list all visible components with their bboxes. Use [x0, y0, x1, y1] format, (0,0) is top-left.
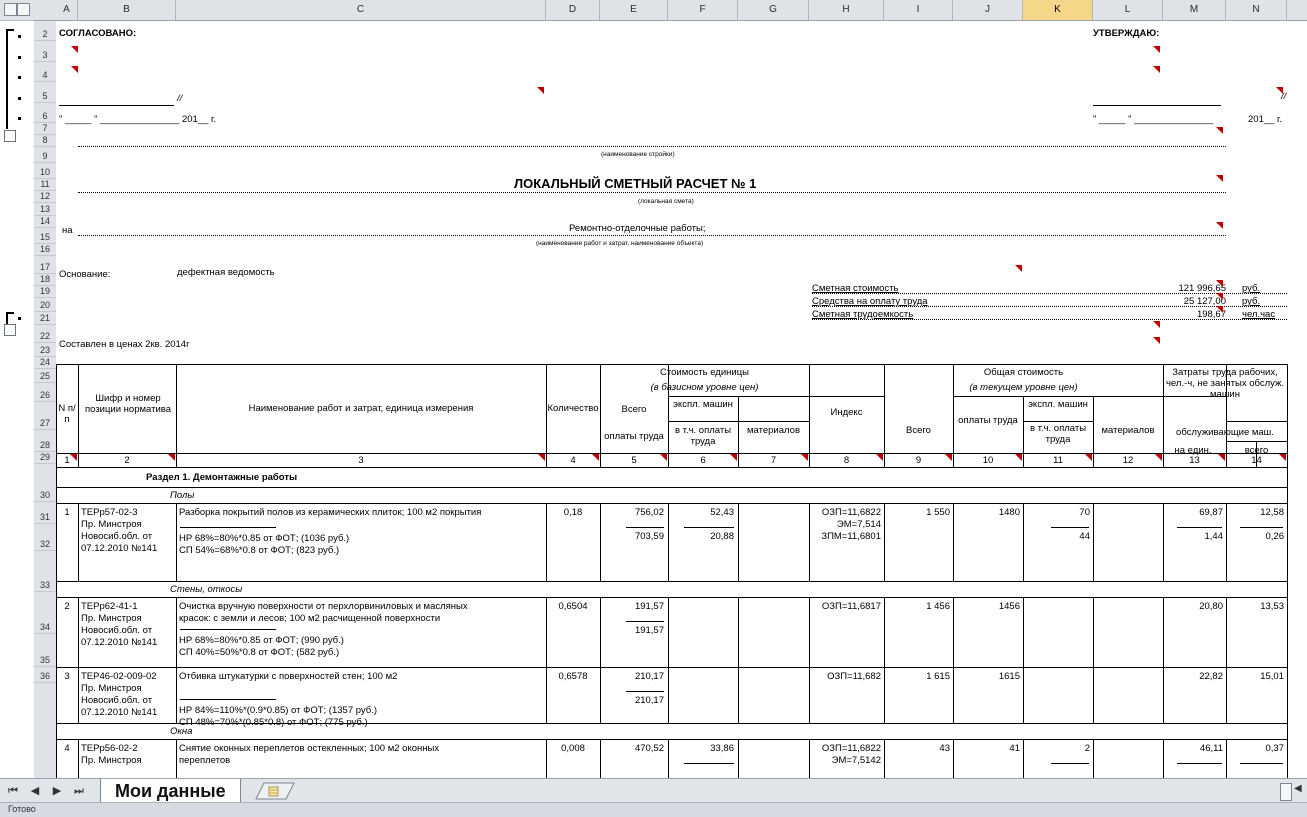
- item-overhead: НР 84%=110%*(0.9*0.85) от ФОТ; (1357 руб.): [179, 705, 378, 716]
- item-name-line: Снятие оконных переплетов остекленных; 100 м2 оконных: [179, 743, 440, 754]
- group-bottom: [56, 597, 1287, 598]
- item-unit-total: 191,57: [634, 601, 664, 612]
- item-code-line: Пр. Минстроя: [81, 755, 142, 766]
- item-fraction-line: [1177, 763, 1222, 764]
- row-header-bar: [34, 21, 57, 778]
- estimate-table: [56, 21, 1307, 778]
- column-number-13: 13: [1189, 455, 1200, 466]
- item-index-line: ОЗП=11,6822: [821, 507, 881, 518]
- header-incl: в т.ч. оплаты труда: [674, 425, 732, 447]
- outline-level-bar: [0, 0, 34, 21]
- item-labor-total: 12,58: [1260, 507, 1284, 518]
- item-unit-machines: 52,43: [710, 507, 734, 518]
- comment-marker: [945, 454, 952, 461]
- column-number-1: 1: [64, 455, 70, 466]
- item-labor-per-unit: 22,82: [1199, 671, 1223, 682]
- column-number-10: 10: [982, 455, 994, 466]
- item-fraction-line: [684, 763, 734, 764]
- item-number: 2: [64, 601, 70, 612]
- item-name-underline: [180, 629, 276, 630]
- item-labor-current: 41: [1009, 743, 1020, 754]
- row-header-15[interactable]: 15: [34, 228, 56, 244]
- first-sheet-icon[interactable]: ⏮: [8, 785, 18, 797]
- header-service: обслуживающие маш.: [1176, 427, 1274, 438]
- column-number-12: 12: [1122, 455, 1134, 466]
- column-header-e[interactable]: E: [600, 0, 668, 20]
- table-vline: [738, 503, 739, 581]
- item-fraction-line: [626, 527, 664, 528]
- table-vline: [809, 739, 810, 778]
- item-unit-machine-labor: 20,88: [710, 531, 734, 542]
- date-right-year: 201__ г.: [1248, 114, 1283, 125]
- item-code-line: ТЕРр56-02-2: [81, 743, 138, 754]
- header-materials-current: материалов: [1101, 425, 1155, 436]
- comment-marker: [168, 454, 175, 461]
- item-index-line: ОЗП=11,6817: [821, 601, 881, 612]
- horizontal-scroll-handle[interactable]: [1280, 783, 1292, 801]
- item-qty: 0,18: [563, 507, 583, 518]
- table-vline: [56, 467, 57, 778]
- works-name: Ремонтно-отделочные работы;: [569, 223, 706, 234]
- item-index-line: ЗПМ=11,6801: [821, 531, 881, 542]
- item-number: 1: [64, 507, 70, 518]
- table-vline: [1023, 597, 1024, 667]
- table-vline: [78, 364, 79, 467]
- row-header-18[interactable]: 18: [34, 274, 56, 286]
- header-n: N п/п: [58, 403, 76, 425]
- summary-value: 25 127,00: [1183, 296, 1226, 307]
- table-vline: [738, 739, 739, 778]
- estimate-subtitle: (локальная смета): [638, 198, 694, 205]
- column-header-f[interactable]: F: [668, 0, 738, 20]
- item-bottom: [56, 581, 1287, 582]
- row-header-6[interactable]: 6: [34, 103, 56, 123]
- header-qty: Количество: [547, 403, 599, 414]
- item-total-current: 1 615: [926, 671, 950, 682]
- comment-marker: [1218, 454, 1225, 461]
- outline-bracket: [6, 312, 8, 324]
- item-fraction-line: [1177, 527, 1222, 528]
- comment-marker: [70, 454, 77, 461]
- header-current-level: (в текущем уровне цен): [969, 382, 1078, 393]
- table-vline: [738, 667, 739, 723]
- comment-marker: [730, 454, 737, 461]
- table-vline: [78, 667, 79, 723]
- item-code-line: Новосиб.обл. от: [81, 531, 153, 542]
- summary-unit: руб.: [1242, 296, 1261, 307]
- row-header-23[interactable]: 23: [34, 343, 56, 357]
- number-row-bottom: [56, 467, 1287, 468]
- item-labor-current: 1615: [998, 671, 1020, 682]
- basis-label: Основание:: [59, 269, 111, 280]
- item-name-underline: [180, 699, 276, 700]
- header-per-unit: на един.: [1174, 445, 1212, 456]
- row-header-25[interactable]: 25: [34, 369, 56, 383]
- item-code-line: Новосиб.обл. от: [81, 695, 153, 706]
- item-machines-current: 2: [1084, 743, 1090, 754]
- item-fraction-line: [1051, 527, 1089, 528]
- item-total-current: 1 456: [926, 601, 950, 612]
- row-header-3[interactable]: 3: [34, 41, 56, 62]
- next-sheet-icon[interactable]: ▶: [52, 785, 62, 797]
- item-profit: СП 54%=68%*0.8 от ФОТ; (823 руб.): [179, 545, 340, 556]
- table-vline: [1287, 364, 1288, 467]
- column-header-l[interactable]: L: [1093, 0, 1163, 20]
- slash-left: //: [177, 93, 183, 104]
- item-labor-total: 15,01: [1260, 671, 1284, 682]
- prev-sheet-icon[interactable]: ◀: [30, 785, 40, 797]
- item-code-line: ТЕРр62-41-1: [81, 601, 138, 612]
- item-labor-per-unit: 20,80: [1199, 601, 1223, 612]
- item-labor-per-unit: 69,87: [1199, 507, 1223, 518]
- item-code-line: 07.12.2010 №141: [81, 543, 158, 554]
- table-vline: [738, 597, 739, 667]
- header-total-cost: Общая стоимость: [983, 367, 1064, 378]
- column-header-n[interactable]: N: [1226, 0, 1287, 20]
- number-row-top: [56, 453, 1287, 454]
- item-profit: СП 48%=70%*(0.85*0.8) от ФОТ; (775 руб.): [179, 717, 368, 728]
- comment-marker: [538, 454, 545, 461]
- column-number-11: 11: [1053, 455, 1063, 466]
- item-unit-total: 210,17: [634, 671, 664, 682]
- row-header-12[interactable]: 12: [34, 191, 56, 203]
- column-number-2: 2: [124, 455, 130, 466]
- row-header-28[interactable]: 28: [34, 430, 56, 452]
- header-base-level: (в базисном уровне цен): [650, 382, 759, 393]
- item-unit-labor: 703,59: [634, 531, 664, 542]
- row-header-20[interactable]: 20: [34, 298, 56, 312]
- item-code-line: ТЕР46-02-009-02: [81, 671, 157, 682]
- header-unit-cost: Стоимость единицы: [660, 367, 749, 378]
- table-vline: [1093, 739, 1094, 778]
- table-vline: [668, 597, 669, 667]
- row-header-5[interactable]: 5: [34, 82, 56, 103]
- group-walls: Стены, откосы: [170, 584, 243, 595]
- header-index: Индекс: [830, 407, 863, 418]
- column-number-9: 9: [915, 455, 922, 466]
- outline-dot: [18, 117, 21, 120]
- column-number-8: 8: [843, 455, 850, 466]
- row-header-8[interactable]: 8: [34, 135, 56, 147]
- column-header-k[interactable]: K: [1023, 0, 1093, 20]
- item-bottom: [56, 667, 1287, 668]
- header-name: Наименование работ и затрат, единица измерения: [248, 403, 474, 414]
- item-number: 3: [64, 671, 70, 682]
- sheet-tab-my-data[interactable]: Мои данные: [100, 779, 241, 804]
- item-machine-labor-current: 44: [1079, 531, 1090, 542]
- column-header-b[interactable]: B: [78, 0, 176, 20]
- row-header-24[interactable]: 24: [34, 357, 56, 369]
- item-name-line: Разборка покрытий полов из керамических плиток; 100 м2 покрытия: [179, 507, 482, 518]
- item-total-current: 43: [939, 743, 950, 754]
- table-hline: [1023, 421, 1093, 422]
- header-expl-current: экспл. машин: [1028, 399, 1088, 410]
- outline-dot: [18, 317, 21, 320]
- summary-unit: руб.: [1242, 283, 1261, 294]
- column-number-6: 6: [700, 455, 706, 466]
- item-index-line: ОЗП=11,6822: [821, 743, 881, 754]
- section-title: Раздел 1. Демонтажные работы: [146, 472, 298, 483]
- comment-marker: [1155, 454, 1162, 461]
- estimate-title: ЛОКАЛЬНЫЙ СМЕТНЫЙ РАСЧЕТ № 1: [514, 176, 757, 191]
- comment-marker: [1085, 454, 1092, 461]
- item-fraction-line: [626, 691, 664, 692]
- summary-value: 198,67: [1196, 309, 1226, 320]
- header-labor-current: оплаты труда: [958, 415, 1018, 426]
- table-vline: [668, 364, 669, 467]
- row-header-30[interactable]: 30: [34, 464, 56, 502]
- outline-dot: [18, 97, 21, 100]
- item-fraction-line: [1240, 763, 1283, 764]
- group-floors: Полы: [170, 490, 195, 501]
- scroll-left-icon[interactable]: ◀: [1294, 783, 1302, 794]
- column-number-3: 3: [358, 455, 364, 466]
- header-all: всего: [1244, 445, 1269, 456]
- item-service-per-unit: 1,44: [1204, 531, 1223, 542]
- table-vline: [884, 364, 885, 467]
- table-hline: [738, 421, 809, 422]
- item-qty: 0,6504: [558, 601, 588, 612]
- insert-sheet-icon[interactable]: [252, 782, 298, 800]
- item-unit-total: 756,02: [634, 507, 664, 518]
- item-code-line: 07.12.2010 №141: [81, 707, 158, 718]
- outline-collapse-button[interactable]: [4, 324, 16, 336]
- column-header-i[interactable]: I: [884, 0, 953, 20]
- table-vline: [1093, 667, 1094, 723]
- column-number-14: 14: [1251, 455, 1262, 466]
- item-index-line: ЭМ=7,5142: [831, 755, 881, 766]
- date-left: " _____ " _______________ 201__ г.: [59, 114, 216, 125]
- summary-label: Средства на оплату труда: [812, 296, 928, 307]
- summary-label: Сметная стоимость: [812, 283, 899, 294]
- table-vline: [78, 597, 79, 667]
- column-number-5: 5: [631, 455, 637, 466]
- construction-caption: (наименование стройки): [601, 151, 675, 158]
- outline-bracket: [6, 29, 8, 129]
- row-header-14[interactable]: 14: [34, 216, 56, 228]
- worksheet[interactable]: [56, 21, 1307, 778]
- header-expl: экспл. машин: [673, 399, 733, 410]
- on-label: на: [62, 225, 73, 236]
- item-machines-current: 70: [1079, 507, 1090, 518]
- item-overhead: НР 68%=80%*0.85 от ФОТ; (990 руб.): [179, 635, 344, 646]
- item-unit-machines: 33,86: [710, 743, 734, 754]
- table-top-border: [56, 364, 1287, 365]
- row-header-7[interactable]: 7: [34, 123, 56, 135]
- column-header-a[interactable]: A: [56, 0, 78, 20]
- item-name-underline: [180, 527, 276, 528]
- agreed-label: СОГЛАСОВАНО:: [59, 28, 137, 39]
- item-labor-per-unit: 46,11: [1199, 743, 1223, 754]
- table-hline: [668, 396, 884, 397]
- group-bottom: [56, 739, 1287, 740]
- table-vline: [1093, 597, 1094, 667]
- item-overhead: НР 68%=80%*0.85 от ФОТ; (1036 руб.): [179, 533, 350, 544]
- item-unit-labor: 210,17: [634, 695, 664, 706]
- row-header-33[interactable]: 33: [34, 551, 56, 592]
- summary-unit: чел.час: [1242, 309, 1276, 320]
- comment-marker: [801, 454, 808, 461]
- row-header-36[interactable]: 36: [34, 667, 56, 683]
- item-labor-current: 1456: [998, 601, 1020, 612]
- header-incl-current: в т.ч. оплаты труда: [1029, 423, 1087, 445]
- item-unit-total: 470,52: [634, 743, 664, 754]
- item-fraction-line: [1240, 527, 1283, 528]
- column-header-bar: [34, 0, 1307, 21]
- row-header-4[interactable]: 4: [34, 62, 56, 82]
- table-vline: [809, 667, 810, 723]
- comment-marker: [876, 454, 883, 461]
- column-header-d[interactable]: D: [546, 0, 600, 20]
- table-vline: [1287, 467, 1288, 778]
- row-header-11[interactable]: 11: [34, 179, 56, 191]
- row-header-29[interactable]: 29: [34, 452, 56, 464]
- row-header-21[interactable]: 21: [34, 312, 56, 325]
- item-number: 4: [64, 743, 70, 754]
- header-total-current: Всего: [906, 425, 931, 436]
- item-index-line: ЭМ=7,514: [836, 519, 881, 530]
- works-caption: (наименование работ и затрат, наименование объекта): [536, 240, 704, 247]
- item-name-line: Очистка вручную поверхности от перхлорвиниловых и масляных: [179, 601, 468, 612]
- section-bottom: [56, 487, 1287, 488]
- table-vline: [1023, 667, 1024, 723]
- row-header-35[interactable]: 35: [34, 634, 56, 667]
- summary-value: 121 996,65: [1178, 283, 1226, 294]
- row-header-26[interactable]: 26: [34, 383, 56, 402]
- status-bar: [0, 802, 1307, 817]
- table-vline: [78, 739, 79, 778]
- approve-label: УТВЕРЖДАЮ:: [1093, 28, 1160, 39]
- header-code: Шифр и номер позиции норматива: [85, 393, 171, 415]
- header-total: Всего: [621, 404, 647, 415]
- slash-right: //: [1281, 91, 1287, 102]
- item-name-line: красок: с земли и лесов; 100 м2 расчищенной поверхности: [179, 613, 441, 624]
- table-vline: [668, 667, 669, 723]
- header-labor-costs: Затраты труда рабочих, чел.-ч, не занятых обслуж. машин: [1165, 367, 1285, 400]
- date-right: " _____ " _______________: [1093, 114, 1214, 125]
- table-vline: [78, 503, 79, 581]
- outline-level-2-button[interactable]: [17, 3, 30, 16]
- item-code-line: Новосиб.обл. от: [81, 625, 153, 636]
- column-number-4: 4: [570, 455, 576, 466]
- row-header-22[interactable]: 22: [34, 325, 56, 343]
- status-text: Готово: [8, 804, 36, 814]
- row-header-9[interactable]: 9: [34, 147, 56, 163]
- comment-marker: [1015, 454, 1022, 461]
- item-code-line: Пр. Минстроя: [81, 683, 142, 694]
- outline-dot: [18, 76, 21, 79]
- sheet-tab-bar: [0, 778, 1307, 803]
- item-qty: 0,008: [561, 743, 585, 754]
- prices-note: Составлен в ценах 2кв. 2014г: [59, 339, 190, 350]
- group-bottom: [56, 503, 1287, 504]
- item-profit: СП 40%=50%*0.8 от ФОТ; (582 руб.): [179, 647, 340, 658]
- row-header-10[interactable]: 10: [34, 163, 56, 179]
- comment-marker: [660, 454, 667, 461]
- table-vline: [809, 503, 810, 581]
- row-header-2[interactable]: 2: [34, 21, 56, 41]
- item-total-current: 1 550: [926, 507, 950, 518]
- column-number-7: 7: [770, 455, 777, 466]
- table-hline: [1226, 421, 1287, 422]
- outline-gutter: [0, 0, 35, 778]
- row-header-16[interactable]: 16: [34, 244, 56, 256]
- outline-dot: [18, 56, 21, 59]
- item-service-total: 0,26: [1265, 531, 1284, 542]
- item-unit-labor: 191,57: [634, 625, 664, 636]
- item-labor-current: 1480: [998, 507, 1020, 518]
- summary-label: Сметная трудоемкость: [812, 309, 914, 320]
- row-header-19[interactable]: 19: [34, 286, 56, 298]
- outline-level-1-button[interactable]: [4, 3, 17, 16]
- comment-marker: [592, 454, 599, 461]
- group-windows: Окна: [170, 726, 193, 737]
- row-header-34[interactable]: 34: [34, 592, 56, 634]
- item-code-line: Пр. Минстроя: [81, 613, 142, 624]
- table-hline: [668, 421, 738, 422]
- row-header-31[interactable]: 31: [34, 502, 56, 524]
- item-labor-total: 0,37: [1265, 743, 1284, 754]
- header-labor: оплаты труда: [604, 431, 664, 442]
- table-vline: [600, 364, 601, 467]
- outline-dot: [18, 35, 21, 38]
- table-vline: [809, 597, 810, 667]
- item-fraction-line: [1051, 763, 1089, 764]
- outline-collapse-button[interactable]: [4, 130, 16, 142]
- table-vline: [176, 364, 177, 467]
- column-header-j[interactable]: J: [953, 0, 1023, 20]
- column-header-g[interactable]: G: [738, 0, 809, 20]
- item-labor-total: 13,53: [1260, 601, 1284, 612]
- item-fraction-line: [626, 621, 664, 622]
- row-header-13[interactable]: 13: [34, 203, 56, 216]
- table-vline: [546, 364, 547, 467]
- column-header-c[interactable]: C: [176, 0, 546, 20]
- comment-marker: [1279, 454, 1286, 461]
- row-header-32[interactable]: 32: [34, 524, 56, 551]
- row-header-17[interactable]: 17: [34, 256, 56, 274]
- item-code-line: ТЕРр57-02-3: [81, 507, 138, 518]
- column-header-h[interactable]: H: [809, 0, 884, 20]
- header-materials: материалов: [747, 425, 800, 436]
- row-header-27[interactable]: 27: [34, 402, 56, 430]
- item-name-line: Отбивка штукатурки с поверхностей стен; 100 м2: [179, 671, 398, 682]
- item-code-line: 07.12.2010 №141: [81, 637, 158, 648]
- item-name-line: переплетов: [179, 755, 231, 766]
- column-header-m[interactable]: M: [1163, 0, 1226, 20]
- item-index-line: ОЗП=11,682: [827, 671, 881, 682]
- item-fraction-line: [684, 527, 734, 528]
- basis-value: дефектная ведомость: [177, 267, 275, 278]
- item-code-line: Пр. Минстроя: [81, 519, 142, 530]
- last-sheet-icon[interactable]: ⏭: [74, 785, 84, 797]
- item-qty: 0,6578: [558, 671, 588, 682]
- table-vline: [1093, 503, 1094, 581]
